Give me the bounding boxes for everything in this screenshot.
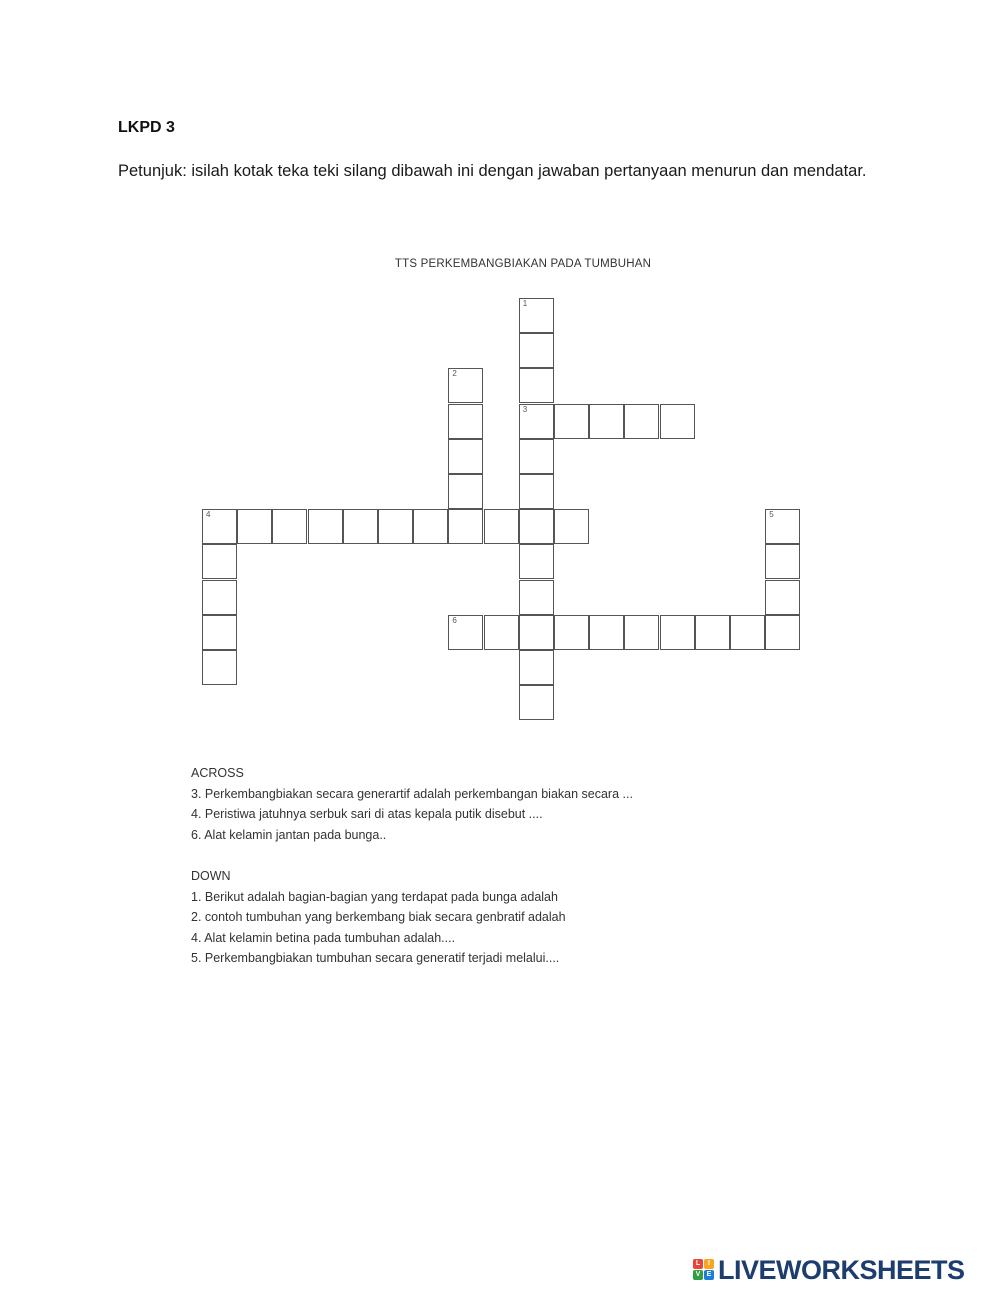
crossword-cell[interactable] bbox=[519, 544, 554, 579]
puzzle-title: TTS PERKEMBANGBIAKAN PADA TUMBUHAN bbox=[394, 258, 652, 270]
crossword-cell[interactable] bbox=[484, 615, 519, 650]
crossword-cell[interactable] bbox=[554, 404, 589, 439]
document-title: LKPD 3 bbox=[118, 119, 175, 136]
crossword-cell[interactable] bbox=[519, 509, 554, 544]
crossword-cell[interactable] bbox=[660, 404, 695, 439]
clue-number: 3 bbox=[522, 404, 528, 414]
crossword-cell[interactable] bbox=[519, 404, 554, 439]
crossword-cell[interactable] bbox=[308, 509, 343, 544]
crossword-cell[interactable] bbox=[519, 368, 554, 403]
clue-number: 2 bbox=[452, 369, 457, 379]
instruction-text: Petunjuk: isilah kotak teka teki silang dibawah ini dengan jawaban pertanyaan menurun dan mendatar. bbox=[118, 162, 867, 180]
down-clue-4: 4. Alat kelamin betina pada tumbuhan adalah.... bbox=[191, 930, 456, 945]
crossword-cell[interactable] bbox=[519, 439, 554, 474]
crossword-cell[interactable] bbox=[272, 509, 307, 544]
crossword-cell[interactable] bbox=[237, 509, 272, 544]
crossword-cell[interactable] bbox=[448, 368, 483, 403]
across-clue-6: 6. Alat kelamin jantan pada bunga.. bbox=[191, 827, 387, 842]
crossword-cell[interactable] bbox=[519, 333, 554, 368]
logo-mark-icon bbox=[693, 1259, 715, 1281]
clue-number: 6 bbox=[452, 615, 457, 625]
down-clue-1: 1. Berikut adalah bagian-bagian yang terdapat pada bunga adalah bbox=[191, 889, 558, 904]
crossword-cell[interactable] bbox=[519, 580, 554, 615]
crossword-cell[interactable] bbox=[448, 509, 483, 544]
crossword-cell[interactable] bbox=[448, 404, 483, 439]
crossword-cell[interactable] bbox=[589, 404, 624, 439]
crossword-cell[interactable] bbox=[202, 650, 237, 685]
crossword-cell[interactable] bbox=[519, 685, 554, 720]
crossword-cell[interactable] bbox=[202, 615, 237, 650]
down-clue-5: 5. Perkembangbiakan tumbuhan secara generatif terjadi melalui.... bbox=[191, 951, 560, 965]
across-clue-4: 4. Peristiwa jatuhnya serbuk sari di atas kepala putik disebut .... bbox=[191, 807, 543, 821]
crossword-cell[interactable] bbox=[554, 509, 589, 544]
liveworksheets-logo bbox=[693, 1254, 965, 1286]
down-heading: DOWN bbox=[191, 869, 231, 883]
crossword-cell[interactable] bbox=[660, 615, 695, 650]
crossword-cell[interactable] bbox=[765, 509, 800, 544]
clue-number: 4 bbox=[206, 510, 211, 520]
crossword-cell[interactable] bbox=[730, 615, 765, 650]
crossword-cell[interactable] bbox=[554, 615, 589, 650]
logo-letter-v: V bbox=[693, 1270, 703, 1280]
crossword-cell[interactable] bbox=[765, 544, 800, 579]
crossword-cell[interactable] bbox=[448, 615, 483, 650]
crossword-cell[interactable] bbox=[519, 650, 554, 685]
across-clues bbox=[191, 763, 633, 845]
clue-number: 5 bbox=[769, 510, 774, 520]
logo-letter-i: I bbox=[704, 1259, 714, 1269]
logo-text: LIVEWORKSHEETS bbox=[718, 1254, 965, 1285]
logo-letter-e: E bbox=[704, 1270, 714, 1280]
crossword-cell[interactable] bbox=[413, 509, 448, 544]
crossword-cell[interactable] bbox=[484, 509, 519, 544]
logo-letter-l: L bbox=[693, 1259, 703, 1269]
crossword-cell[interactable] bbox=[202, 544, 237, 579]
crossword-cell[interactable] bbox=[624, 404, 659, 439]
crossword-cell[interactable] bbox=[695, 615, 730, 650]
crossword-cell[interactable] bbox=[519, 615, 554, 650]
crossword-cell[interactable] bbox=[624, 615, 659, 650]
crossword-cell[interactable] bbox=[519, 474, 554, 509]
down-clue-2: 2. contoh tumbuhan yang berkembang biak secara genbratif adalah bbox=[191, 910, 566, 924]
down-clues bbox=[191, 866, 566, 969]
crossword-cell[interactable] bbox=[378, 509, 413, 544]
clue-number: 1 bbox=[522, 299, 528, 308]
crossword-cell[interactable] bbox=[519, 298, 554, 333]
crossword-cell[interactable] bbox=[343, 509, 378, 544]
across-clue-3: 3. Perkembangbiakan secara generartif adalah perkembangan biakan secara ... bbox=[191, 786, 633, 801]
across-heading: ACROSS bbox=[191, 766, 244, 780]
crossword-cell[interactable] bbox=[448, 439, 483, 474]
crossword-cell[interactable] bbox=[589, 615, 624, 650]
crossword-cell[interactable] bbox=[448, 474, 483, 509]
crossword-cell[interactable] bbox=[765, 580, 800, 615]
crossword-cell[interactable] bbox=[202, 580, 237, 615]
crossword-cell[interactable] bbox=[202, 509, 237, 544]
crossword-cell[interactable] bbox=[765, 615, 800, 650]
